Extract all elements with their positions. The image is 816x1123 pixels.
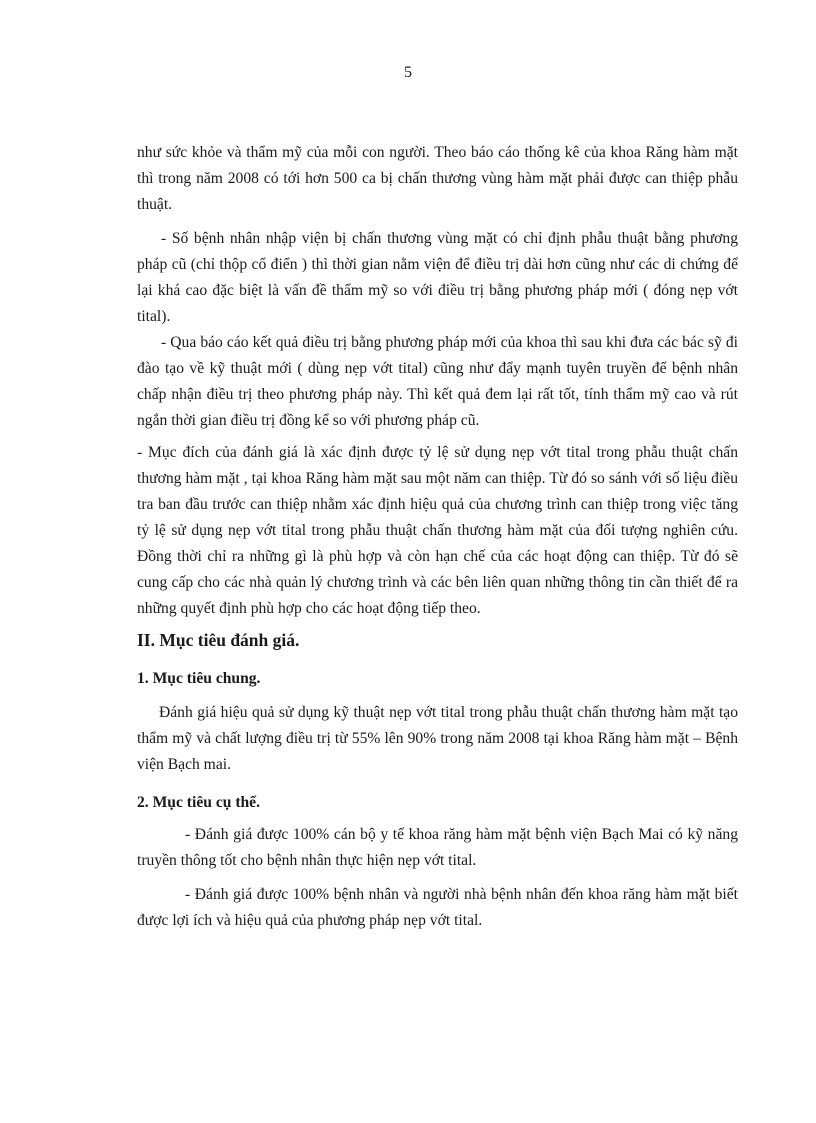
paragraph-evaluation-purpose: - Mục đích của đánh giá là xác định được tỷ lệ sử dụng nẹp vớt tital trong phẫu thuật chấn thương hàm mặt , tại khoa Răng hàm mặt sau một năm can thiệp. Từ đó so sánh với số liệu điều tra ban đầu trước can thiệp nhằm xác định hiệu quả của chương trình can thiệp trong việc tăng tỷ lệ sử dụng nẹp vớt tital trong phẫu thuật chấn thương hàm mặt của đối tượng nghiên cứu. Đồng thời chỉ ra những gì là phù hợp và còn hạn chế của các hoạt động can thiệp. Từ đó sẽ cung cấp cho các nhà quản lý chương trình và các bên liên quan những thông tin cần thiết để ra những quyết định phù hợp cho các hoạt động tiếp theo. bbox=[137, 444, 738, 617]
paragraph-old-method: - Số bệnh nhân nhập viện bị chấn thương vùng mặt có chỉ định phẫu thuật bằng phương pháp cũ (chỉ thộp cổ điển ) thì thời gian nằm viện để điều trị dài hơn cũng như các di chứng để lại khá cao đặc biệt là vấn đề thẩm mỹ so với điều trị bằng phương pháp mới ( đóng nẹp vớt tital). bbox=[137, 230, 738, 325]
general-objective-text: Đánh giá hiệu quả sử dụng kỹ thuật nẹp vớt tital trong phẫu thuật chấn thương hàm mặt tạo thẩm mỹ và chất lượng điều trị từ 55% lên 90% trong năm 2008 tại khoa Răng hàm mặt – Bệnh viện Bạch mai. bbox=[137, 704, 738, 773]
document-body bbox=[137, 140, 738, 934]
paragraph-new-method-results: - Qua báo cáo kết quả điều trị bằng phương pháp mới của khoa thì sau khi đưa các bác sỹ đi đào tạo về kỹ thuật mới ( dùng nẹp vớt tital) cũng như đẩy mạnh tuyên truyền để bệnh nhân chấp nhận điều trị theo phương pháp này. Thì kết quả đem lại rất tốt, tính thẩm mỹ cao và rút ngắn thời gian điều trị đồng kể so với phương pháp cũ. bbox=[137, 334, 738, 429]
page-number: 5 bbox=[404, 64, 412, 81]
paragraph-intro-continuation: như sức khỏe và thẩm mỹ của mỗi con người. Theo báo cáo thống kê của khoa Răng hàm mặt thì trong năm 2008 có tới hơn 500 ca bị chấn thương vùng hàm mặt phải được can thiệp phẫu thuật. bbox=[137, 144, 738, 213]
subsection-general-objective-heading: 1. Mục tiêu chung. bbox=[137, 670, 261, 687]
subsection-specific-objectives-heading: 2. Mục tiêu cụ thể. bbox=[137, 794, 260, 811]
specific-objective-item: - Đánh giá được 100% cán bộ y tế khoa răng hàm mặt bệnh viện Bạch Mai có kỹ năng truyền thông tốt cho bệnh nhân thực hiện nẹp vớt tital. bbox=[137, 826, 738, 869]
section-heading: II. Mục tiêu đánh giá. bbox=[137, 630, 300, 650]
specific-objective-item: - Đánh giá được 100% bệnh nhân và người nhà bệnh nhân đến khoa răng hàm mặt biết được lợi ích và hiệu quả của phương pháp nẹp vớt tital. bbox=[137, 886, 738, 929]
